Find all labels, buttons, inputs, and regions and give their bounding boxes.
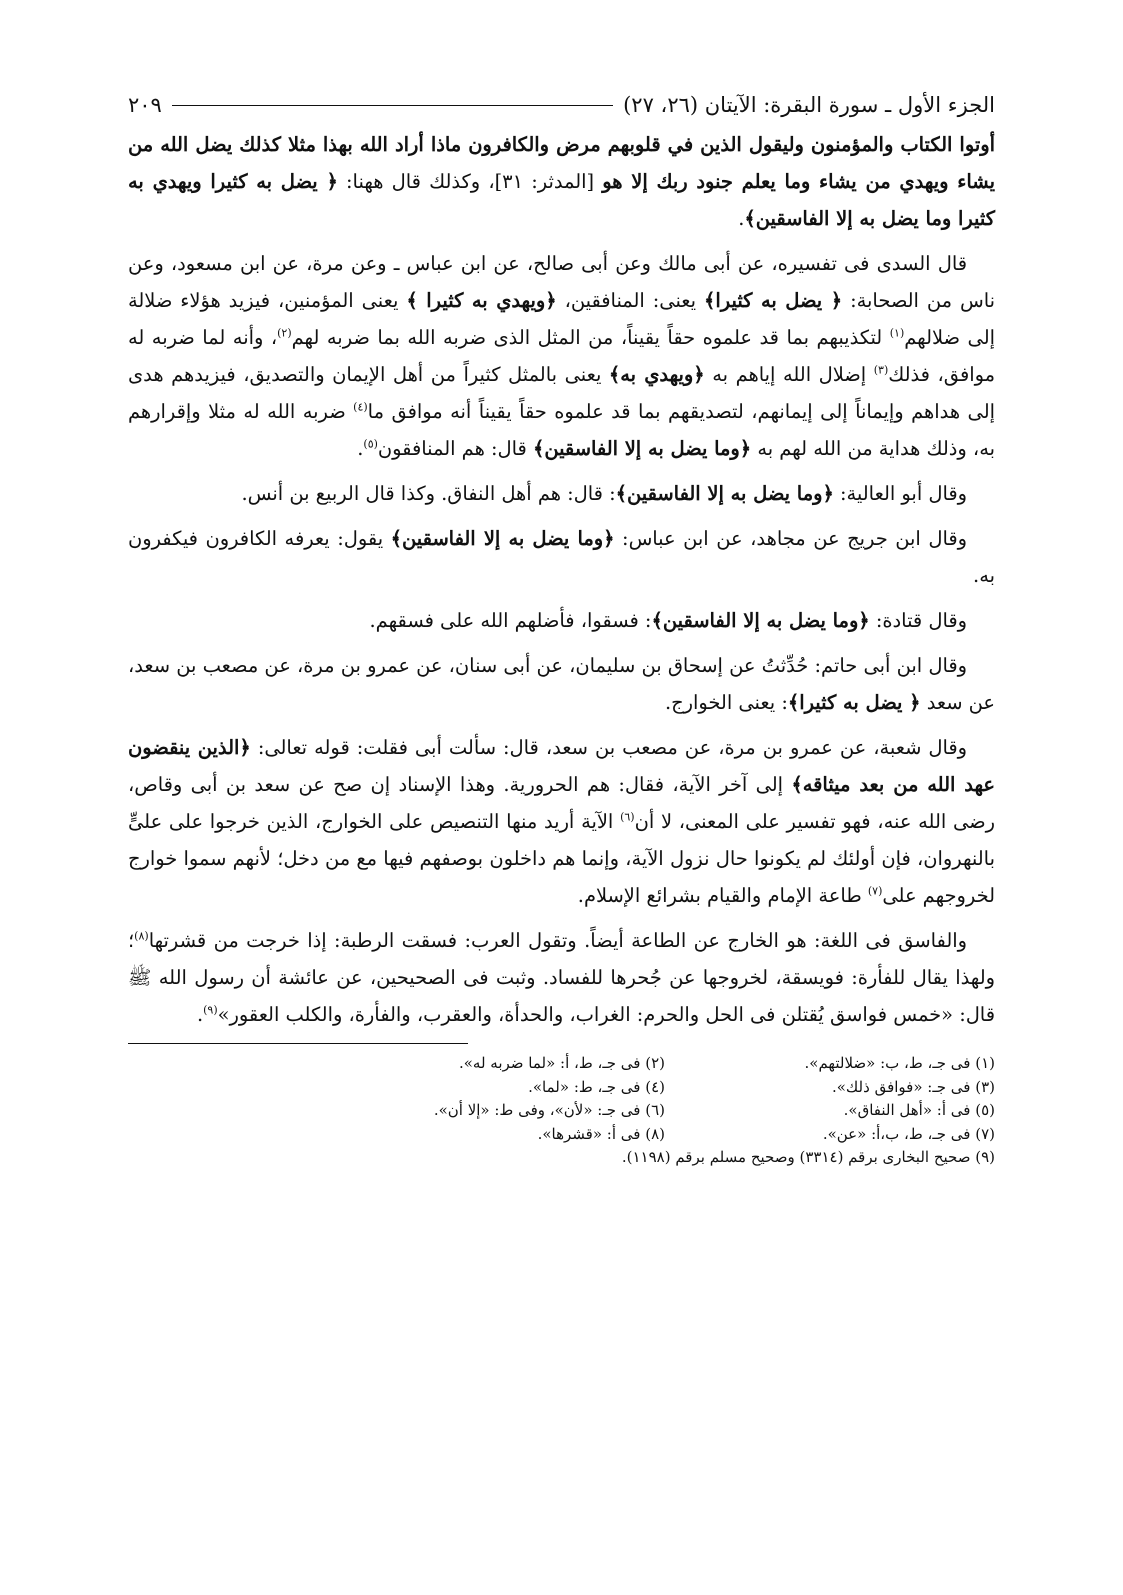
text-run: [المدثر: ٣١]، وكذلك قال ههنا:: [337, 170, 603, 193]
quran-quote: ﴿وما يضل به إلا الفاسقين﴾: [651, 609, 870, 632]
text-run: إلى آخر الآية، فقال: هم الحرورية. وهذا الإسناد إن صح عن سعد بن أبى وقاص، رضى الله عنه، فهو تفسير على المعنى، لا أن: [128, 773, 995, 833]
paragraph: [128, 520, 995, 594]
text-run: يقول: يعرفه الكافرون فيكفرون به.: [128, 527, 995, 587]
main-text: [128, 126, 995, 1033]
footnote-row: [128, 1099, 995, 1123]
text-run: وقال ابن أبى حاتم: حُدِّثتُ عن إسحاق بن سليمان، عن أبى سنان، عن عمرو بن مرة، عن مصعب بن سعد، عن سعد: [128, 654, 995, 714]
quran-quote: ﴿وما يضل به إلا الفاسقين﴾: [532, 437, 752, 460]
text-run: يعنى: المنافقين،: [556, 289, 705, 312]
text-run: طاعة الإمام والقيام بشرائع الإسلام.: [577, 884, 868, 907]
text-run: لتكذيبهم بما قد علموه حقاً يقيناً، من المثل الذى ضربه الله بما ضربه لهم: [291, 326, 890, 349]
paragraph: [128, 126, 995, 237]
footnote: (٤) فى جـ، ط: «لما».: [528, 1077, 665, 1096]
footnote-row: [128, 1146, 995, 1170]
paragraph: [128, 475, 995, 512]
footnote-ref: (٩): [203, 1003, 218, 1017]
paragraph: [128, 922, 995, 1033]
quran-quote: ﴿وما يضل به إلا الفاسقين﴾: [390, 527, 615, 550]
footnote: (٣) فى جـ: «فوافق ذلك».: [831, 1077, 995, 1096]
quran-quote: ﴿ يضل به كثيرا﴾: [787, 691, 921, 714]
quran-quote: ﴿ يضل به كثيرا ويهدي به كثيرا وما يضل به إلا الفاسقين﴾: [128, 170, 995, 230]
footnote: (٩) صحيح البخارى برقم (٣٣١٤) وصحيح مسلم برقم (١١٩٨).: [621, 1148, 995, 1166]
text-run: .: [357, 437, 364, 460]
footnote-ref: (٧): [867, 884, 883, 898]
header-rule: [172, 105, 613, 106]
text-run: وقال ابن جريج عن مجاهد، عن ابن عباس:: [614, 527, 968, 550]
text-run: : قال: هم أهل النفاق. وكذا قال الربيع بن أنس.: [241, 482, 616, 505]
footnote: (٧) فى جـ، ط، ب،أ: «عن».: [822, 1124, 995, 1143]
running-header: [128, 88, 995, 122]
footnote-row: [128, 1076, 995, 1100]
footnote: (٢) فى جـ، ط، أ: «لما ضربه له».: [458, 1054, 665, 1072]
quran-quote: ﴿ويهدي به﴾: [608, 363, 705, 386]
text-run: يعنى بالمثل كثيراً من أهل الإيمان والتصديق، فيزيدهم هدى إلى هداهم وإيماناً إلى إيمانهم، لتصديقهم بما قد علموه حقاً يقيناً أنه موافق ما: [128, 363, 995, 423]
footnote-row: [128, 1052, 995, 1076]
text-run: ؛ ولهذا يقال للفأرة: فويسقة، لخروجها عن جُحرها للفساد. وثبت فى الصحيحين، عن عائشة أن رسول الله ﷺ قال: «خمس فواسق يُقتلن فى الحل والحرم: الغراب، والحدأة، والعقرب، والفأرة، والكلب العقور»: [128, 929, 995, 1026]
footnote-ref: (٥): [363, 437, 378, 451]
paragraph: [128, 245, 995, 467]
paragraph: [128, 729, 995, 914]
text-run: .: [738, 207, 745, 230]
text-run: ضربه الله له مثلا وإقرارهم به، وذلك هداية من الله لهم به: [128, 400, 995, 460]
text-run: يعنى المؤمنين، فيزيد هؤلاء ضلالة إلى ضلالهم: [128, 289, 995, 349]
quran-quote: أوتوا الكتاب والمؤمنون وليقول الذين في قلوبهم مرض والكافرون ماذا أراد الله بهذا مثلا كذلك يضل الله من يشاء ويهدي من يشاء وما يعلم جنود ربك إلا هو: [128, 133, 995, 193]
quran-quote: ﴿ويهدي به كثيرا ﴾: [406, 289, 557, 312]
footnote: (١) فى جـ، ط، ب: «ضلالتهم».: [804, 1054, 995, 1072]
text-run: ، وأنه لما ضربه له موافق، فذلك: [128, 326, 996, 386]
text-run: قال السدى فى تفسيره، عن أبى مالك وعن أبى صالح، عن ابن عباس ـ وعن مرة، عن ابن مسعود، وعن ناس من الصحابة:: [128, 252, 995, 312]
footnote-ref: (٣): [873, 363, 889, 377]
text-run: إضلال الله إياهم به: [704, 363, 874, 386]
page-number: ٢٠٩: [128, 93, 162, 117]
text-run: قال: هم المنافقون: [377, 437, 533, 460]
footnote-row: [128, 1123, 995, 1147]
text-run: : فسقوا، فأضلهم الله على فسقهم.: [369, 609, 652, 632]
paragraph: [128, 602, 995, 639]
text-run: والفاسق فى اللغة: هو الخارج عن الطاعة أيضاً. وتقول العرب: فسقت الرطبة: إذا خرجت من قشرتها: [148, 929, 967, 952]
quran-quote: ﴿الذين ينقضون عهد الله من بعد ميثاقه﴾: [128, 736, 995, 796]
footnote-ref: (٨): [134, 929, 149, 943]
quran-quote: ﴿ يضل به كثيرا﴾: [704, 289, 843, 312]
paragraph: [128, 647, 995, 721]
footnotes: [128, 1052, 995, 1170]
footnote: (٨) فى أ: «قشرها».: [537, 1124, 665, 1143]
text-run: وقال قتادة:: [869, 609, 967, 632]
text-run: : يعنى الخوارج.: [664, 691, 788, 714]
quran-quote: ﴿وما يضل به إلا الفاسقين﴾: [615, 482, 834, 505]
footnote: (٥) فى أ: «أهل النفاق».: [843, 1101, 995, 1119]
footnote-ref: (٤): [353, 400, 368, 414]
text-run: .: [196, 1003, 204, 1026]
text-run: الآية أريد منها التنصيص على الخوارج، الذين خرجوا على علىٍّ بالنهروان، فإن أولئك لم يكونوا حال نزول الآية، وإنما هم داخلون بوصفهم فيها مع من دخل؛ لأنهم سموا خوارج لخروجهم على: [128, 810, 995, 907]
footnote-ref: (٢): [277, 326, 292, 340]
text-run: وقال أبو العالية:: [833, 482, 967, 505]
footnote-ref: (٦): [620, 810, 635, 824]
text-run: وقال شعبة، عن عمرو بن مرة، عن مصعب بن سعد، قال: سألت أبى فقلت: قوله تعالى:: [250, 736, 967, 759]
header-title: الجزء الأول ـ سورة البقرة: الآيتان (٢٦، ٢٧): [623, 93, 995, 117]
footnote: (٦) فى جـ: «لأن»، وفى ط: «إلا أن».: [433, 1101, 665, 1119]
footnote-ref: (١): [889, 326, 905, 340]
footnote-separator: [128, 1043, 468, 1044]
